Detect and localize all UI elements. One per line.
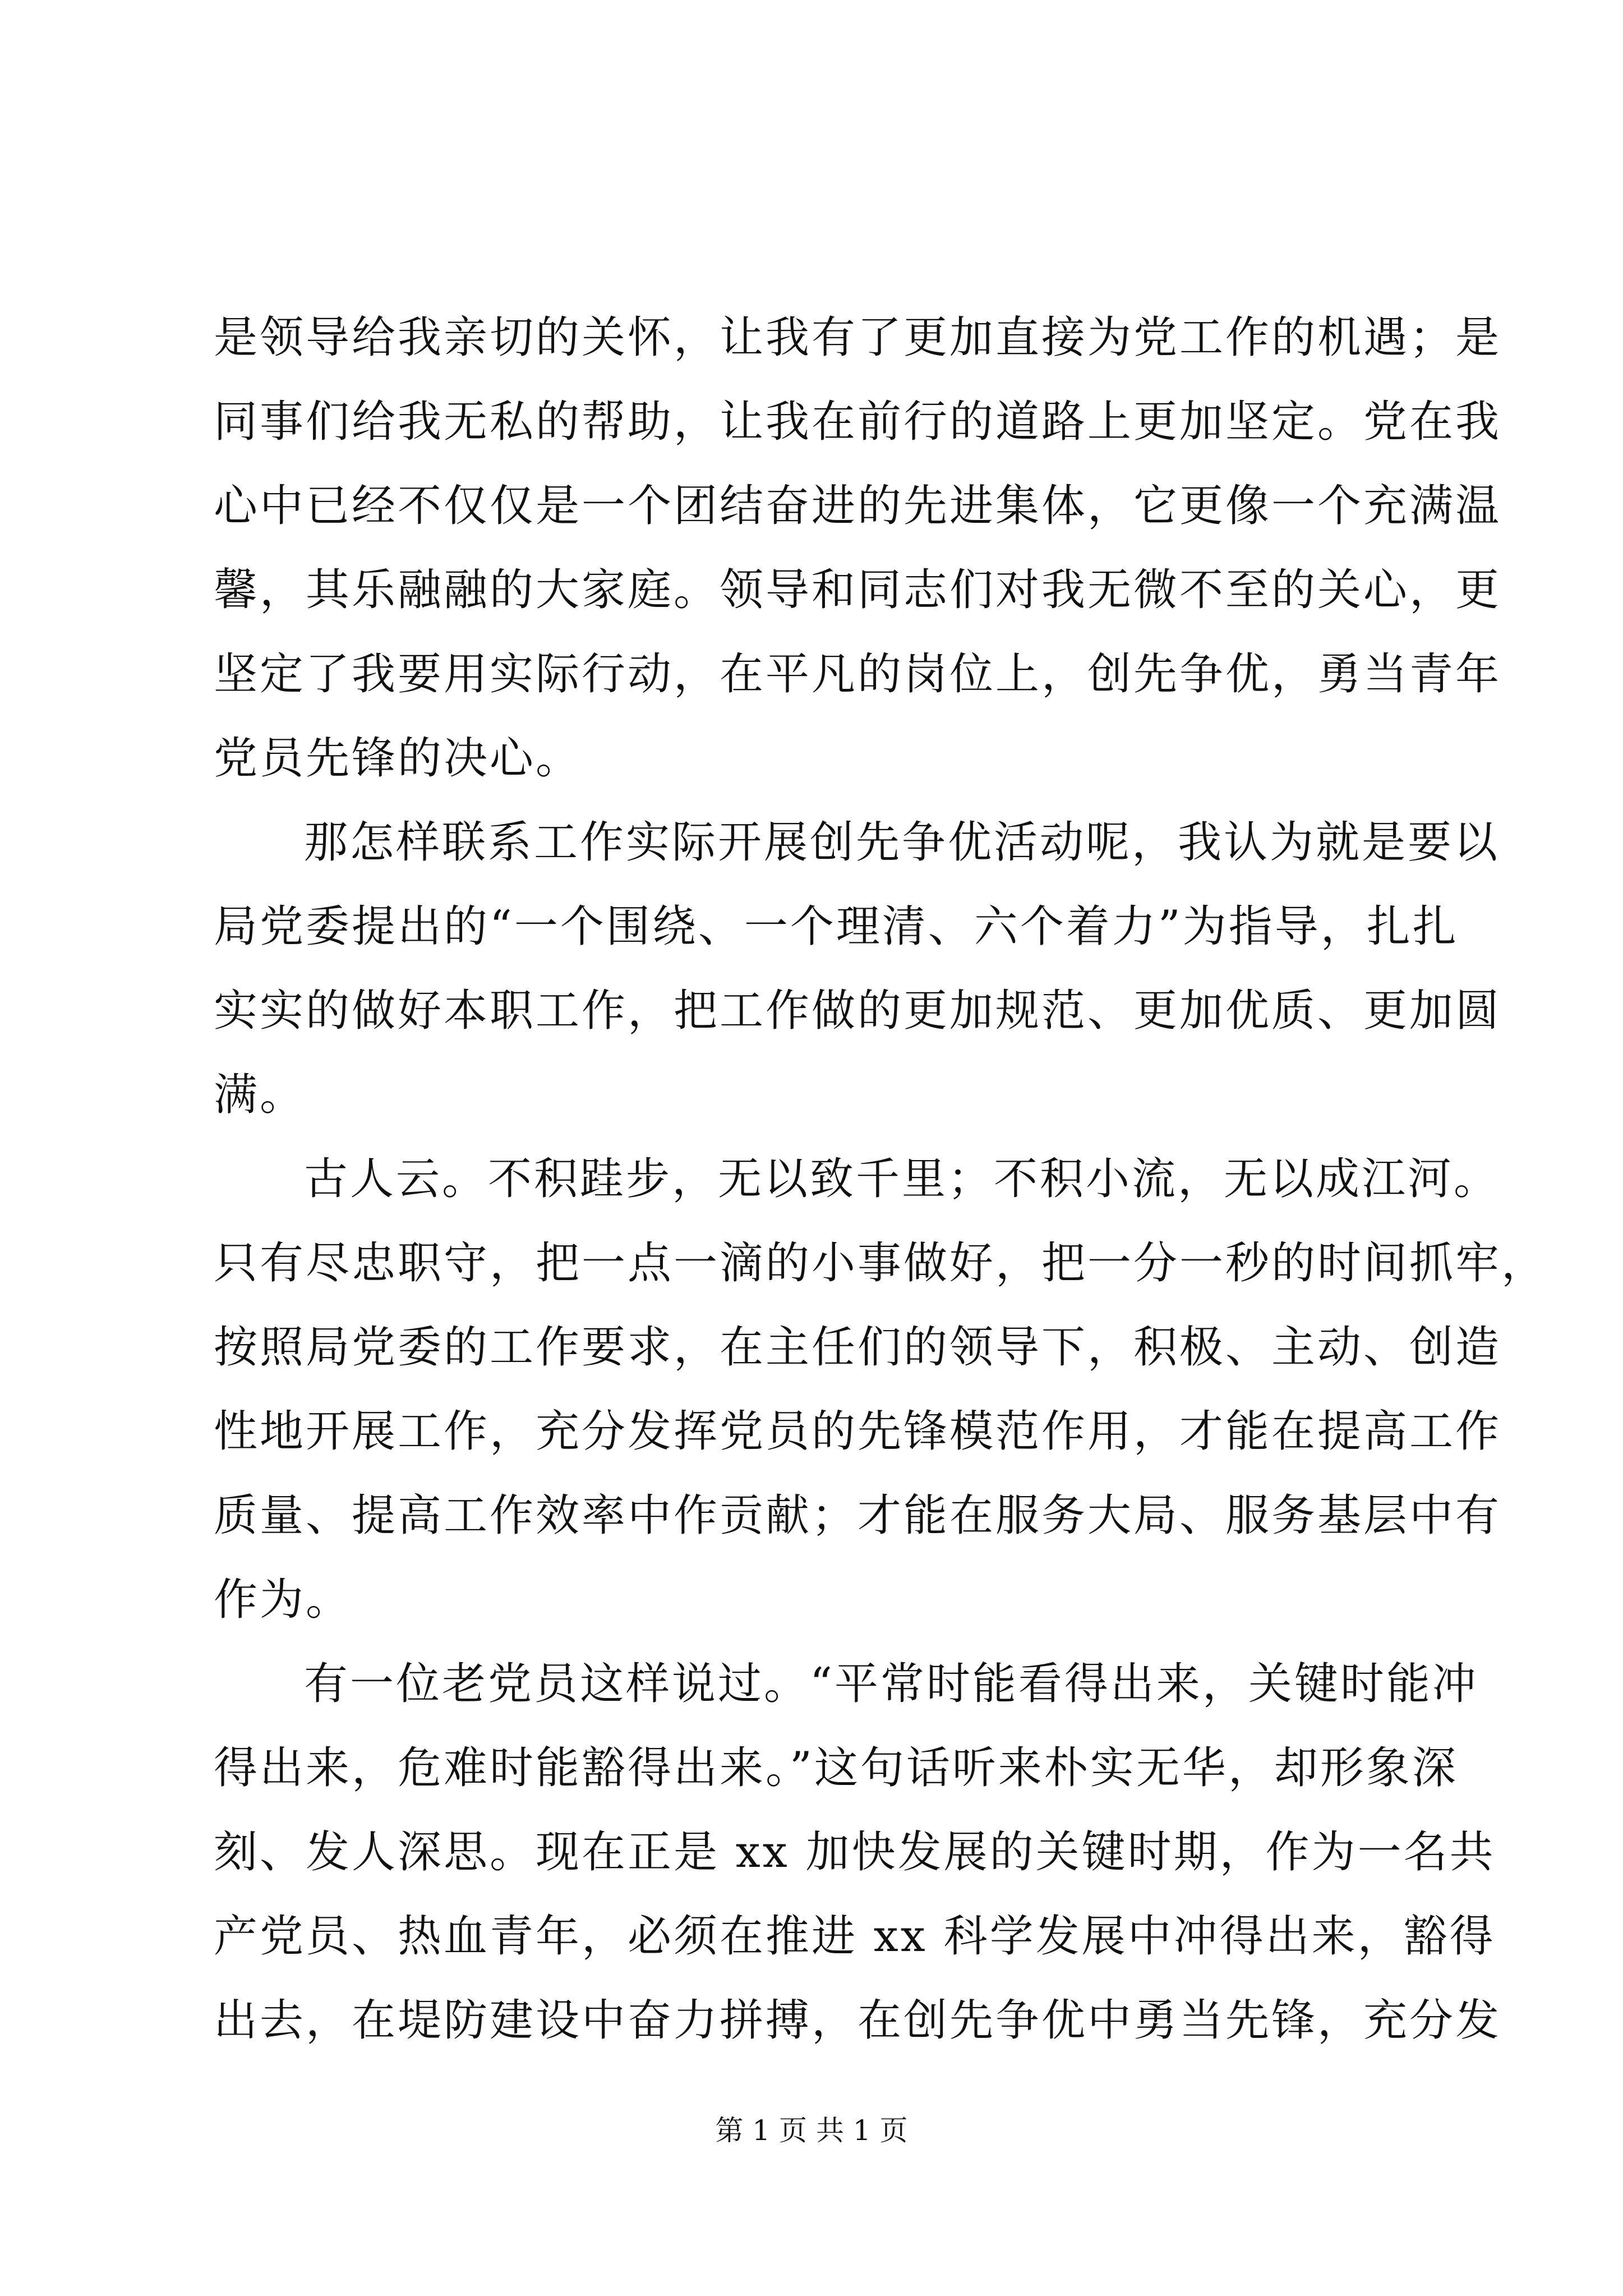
paragraph-first-line: 有一位老党员这样说过。“平常时能看得出来，关键时能冲 [304,1659,1478,1709]
text-line: 坚定了我要用实际行动，在平凡的岗位上，创先争优，勇当青年 [214,649,1502,700]
text-line: 产党员、热血青年，必须在推进 xx 科学发展中冲得出来，豁得 [214,1911,1496,1962]
text-line: 同事们给我无私的帮助，让我在前行的道路上更加坚定。党在我 [214,397,1502,447]
paragraph-first-line: 那怎样联系工作实际开展创先争优活动呢，我认为就是要以 [304,817,1500,868]
text-line: 满。 [214,1070,306,1120]
text-line: 得出来，危难时能豁得出来。”这句话听来朴实无华，却形象深 [214,1743,1458,1793]
text-line: 出去，在堤防建设中奋力拼搏，在创先争优中勇当先锋，充分发 [214,1995,1502,2046]
page-footer: 第 1 页 共 1 页 [715,2114,908,2147]
text-line: 刻、发人深思。现在正是 xx 加快发展的关键时期，作为一名共 [214,1827,1496,1878]
text-line: 性地开展工作，充分发挥党员的先锋模范作用，才能在提高工作 [214,1406,1502,1457]
text-line: 作为。 [214,1575,352,1625]
text-line: 实实的做好本职工作，把工作做的更加规范、更加优质、更加圆 [214,986,1502,1036]
text-line: 馨，其乐融融的大家庭。领导和同志们对我无微不至的关心，更 [214,565,1502,615]
text-line: 质量、提高工作效率中作贡献；才能在服务大局、服务基层中有 [214,1490,1502,1541]
text-line: 党员先锋的决心。 [214,733,582,784]
text-line: 只有尽忠职守，把一点一滴的小事做好，把一分一秒的时间抓牢， [214,1238,1548,1289]
paragraph-first-line: 古人云。不积跬步，无以致千里；不积小流，无以成江河。 [304,1154,1500,1204]
text-line: 局党委提出的“一个围绕、一个理清、六个着力”为指导，扎扎 [214,901,1459,952]
text-line: 心中已经不仅仅是一个团结奋进的先进集体，它更像一个充满温 [214,481,1502,531]
text-line: 按照局党委的工作要求，在主任们的领导下，积极、主动、创造 [214,1322,1502,1373]
text-line: 是领导给我亲切的关怀，让我有了更加直接为党工作的机遇；是 [214,312,1502,363]
